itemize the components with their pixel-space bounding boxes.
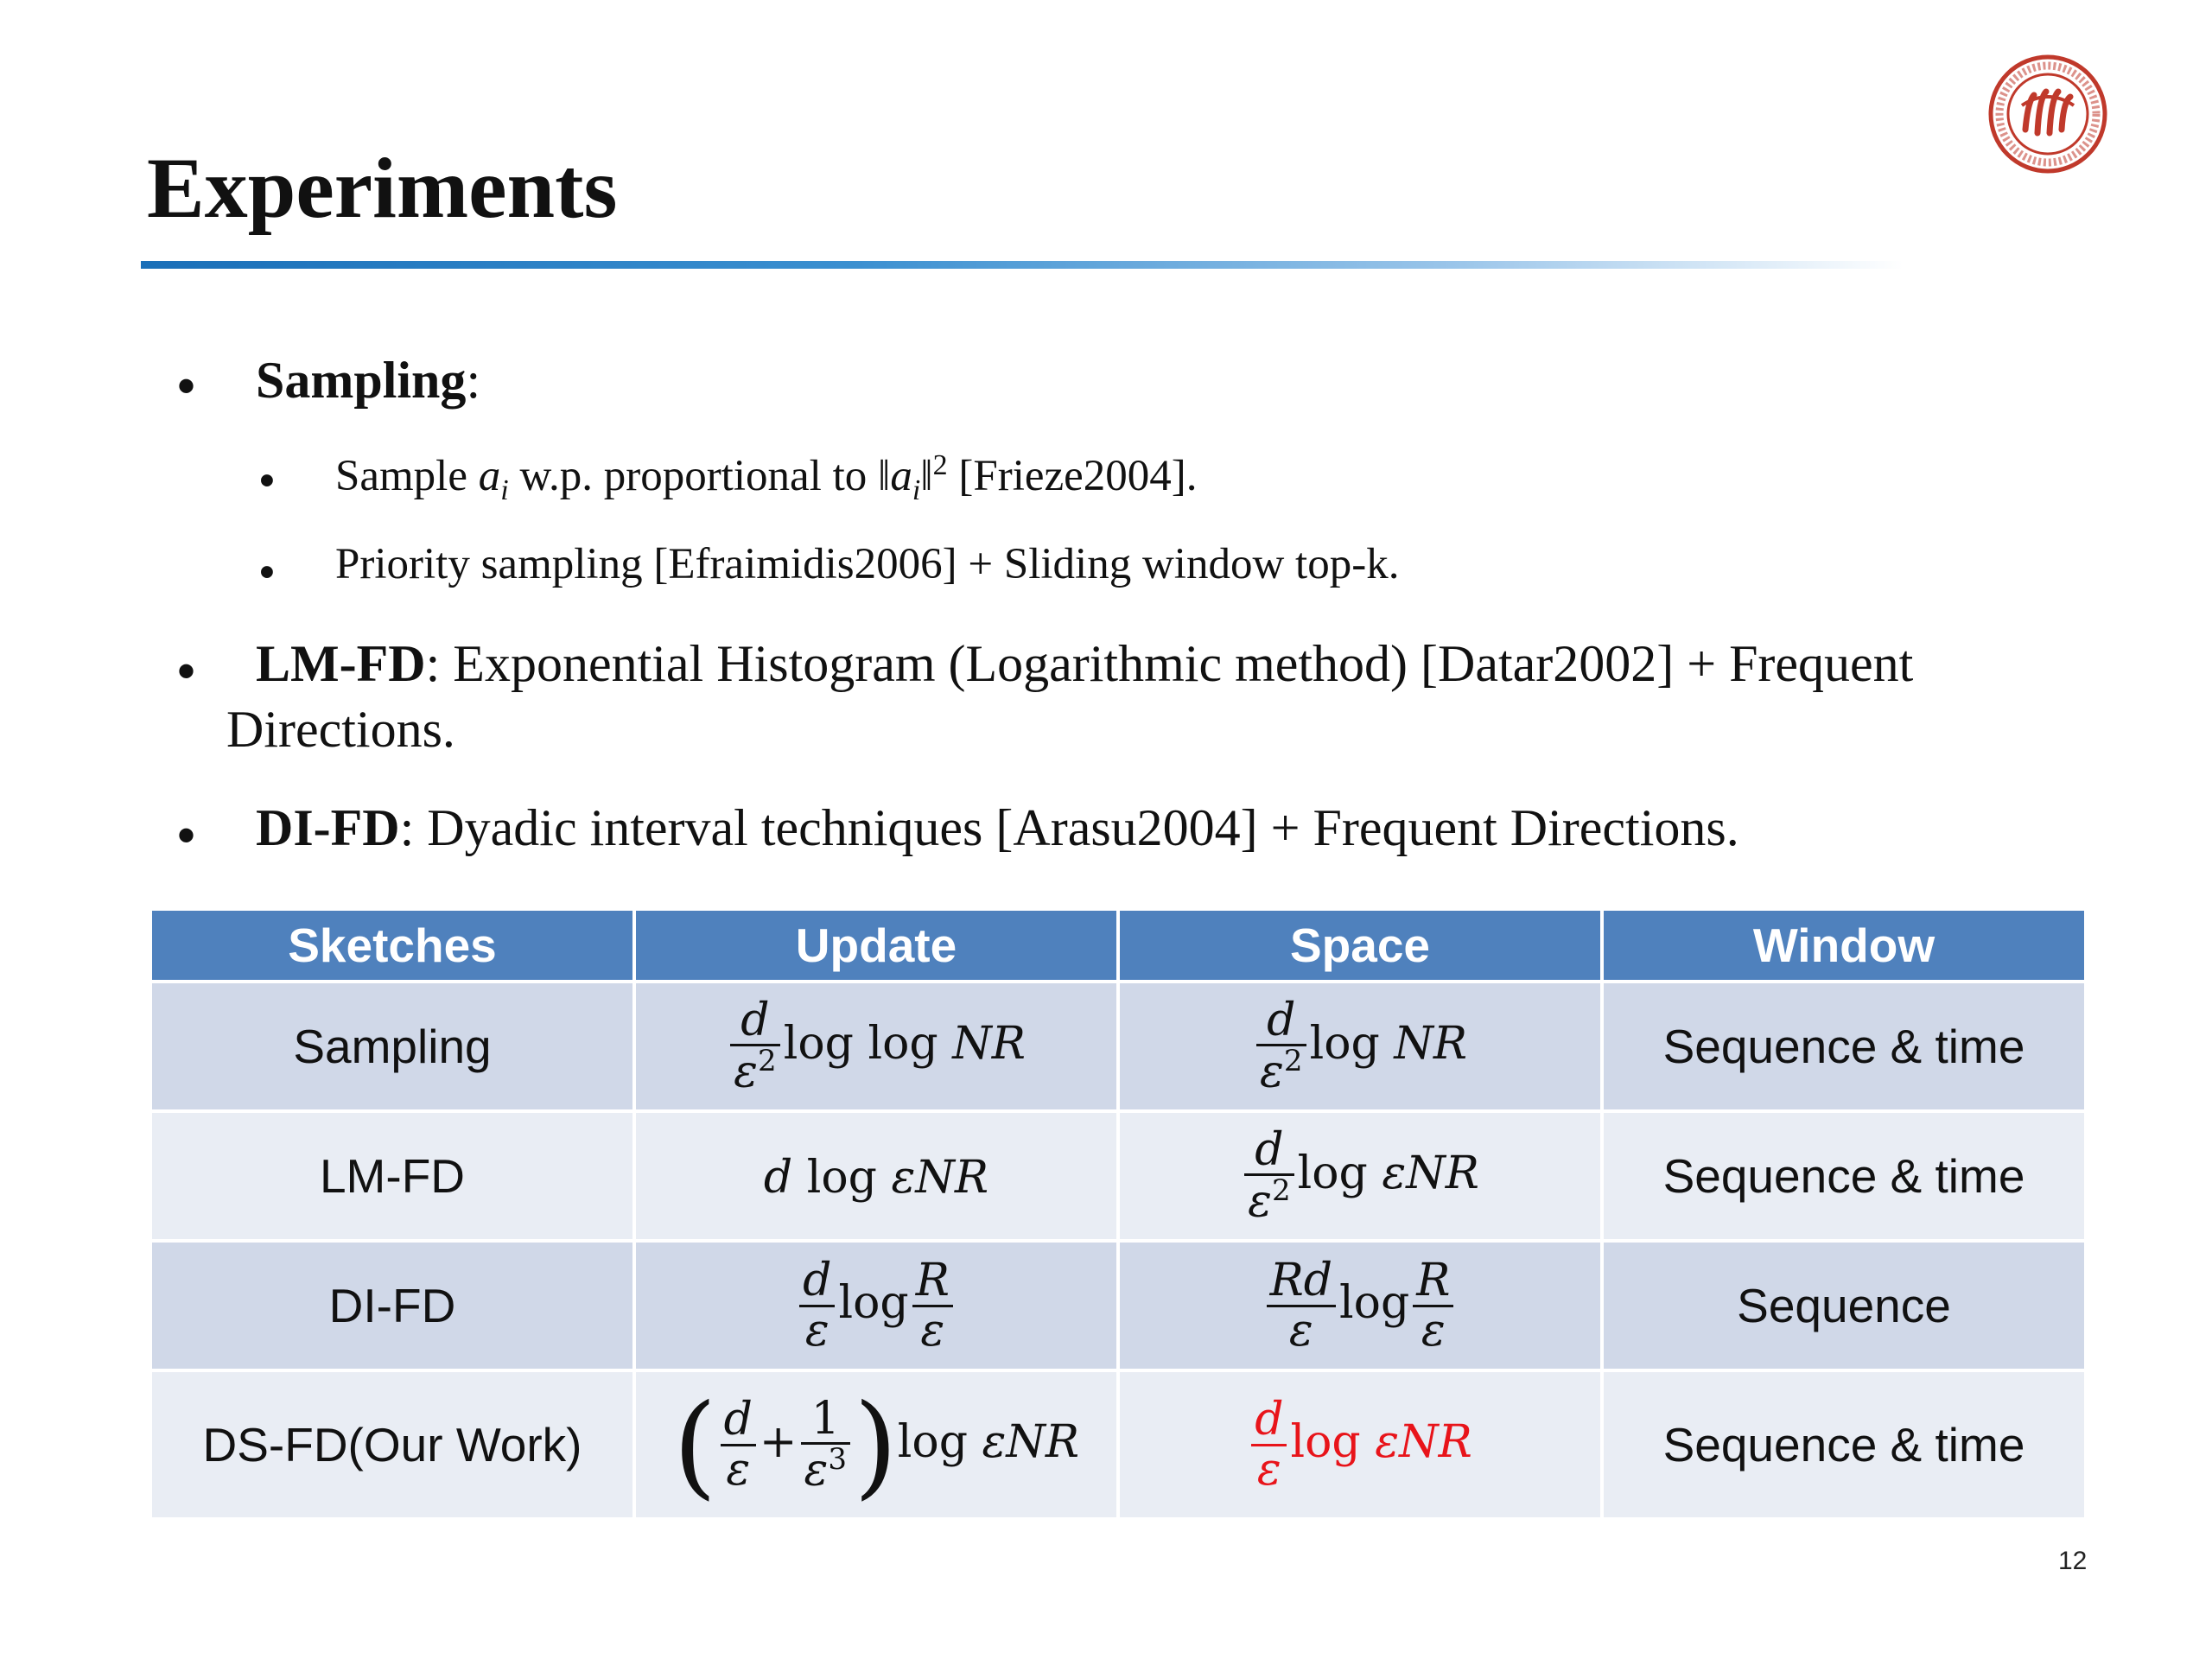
- right-paren: ): [854, 1379, 898, 1510]
- frac-num: R: [1413, 1257, 1453, 1307]
- frac-den: [801, 1442, 851, 1497]
- math-norm: ‖: [920, 452, 933, 500]
- math-var: NR: [1394, 1017, 1467, 1070]
- frac-den: ε: [920, 1304, 945, 1357]
- formula-highlight: [1248, 1393, 1472, 1496]
- bullet-dot: •: [259, 455, 275, 505]
- log-text: log: [838, 1276, 909, 1329]
- frac-num: 1: [801, 1395, 851, 1446]
- bullet-lmfd-line2: Directions.: [226, 701, 455, 758]
- frac-num: d: [1256, 997, 1306, 1047]
- frac-num: d: [1244, 1127, 1294, 1177]
- bullet-difd-head: DI-FD: [256, 799, 400, 856]
- math-var: a: [890, 452, 912, 500]
- frac-den: ε: [1256, 1443, 1281, 1496]
- math-norm: ‖: [878, 452, 891, 500]
- formula: [1253, 994, 1467, 1098]
- bullet-lmfd: [256, 635, 1914, 692]
- formula: [764, 1152, 988, 1204]
- left-paren: (: [672, 1379, 717, 1510]
- bullet-sampling-head: Sampling: [256, 352, 467, 409]
- math-var: a: [478, 452, 501, 500]
- frac-den: ε: [1421, 1304, 1446, 1357]
- header-window: Window: [1604, 911, 2084, 980]
- frac-num: d: [730, 997, 780, 1047]
- formula: [727, 994, 1026, 1098]
- log-text: log log: [783, 1017, 953, 1070]
- den-sup: 2: [1271, 1173, 1291, 1209]
- log-text: log: [1290, 1415, 1376, 1468]
- cell-sketch: Sampling: [152, 983, 632, 1109]
- formula: [1241, 1123, 1479, 1228]
- den-sup: 3: [828, 1442, 848, 1478]
- cell-space: [1120, 983, 1600, 1109]
- text-segment: w.p. proportional to: [508, 452, 878, 500]
- formula: [672, 1379, 1080, 1510]
- bullet-lmfd-line1: : Exponential Histogram (Logarithmic method) [Datar2002] + Frequent: [425, 635, 1914, 692]
- formula: [1263, 1254, 1458, 1357]
- den-base: ε: [1260, 1046, 1284, 1098]
- plus-sign: +: [759, 1415, 798, 1468]
- math-var: εNR: [982, 1415, 1080, 1468]
- bullet-dot: •: [177, 357, 196, 415]
- cell-update: [636, 1243, 1116, 1369]
- bullet-dot: •: [177, 642, 196, 700]
- table-row: [152, 1113, 2084, 1239]
- frac-num: d: [799, 1257, 835, 1307]
- slide-title: Experiments: [147, 140, 618, 236]
- frac-num: d: [1251, 1396, 1287, 1446]
- table-row: [152, 1372, 2084, 1517]
- cell-space: [1120, 1243, 1600, 1369]
- den-base: ε: [804, 1444, 829, 1497]
- bullet-dot: •: [259, 547, 275, 596]
- frac-den: [1256, 1046, 1306, 1096]
- frac-num: d: [721, 1396, 756, 1446]
- table-row: [152, 983, 2084, 1109]
- bullet-sampling: [256, 352, 481, 409]
- cell-window: Sequence & time: [1604, 983, 2084, 1109]
- text-segment: [Frieze2004].: [947, 452, 1198, 500]
- math-var: εNR: [891, 1152, 989, 1204]
- table-header-row: [152, 911, 2084, 980]
- frac-num: R: [912, 1257, 953, 1307]
- math-sub: i: [912, 474, 921, 507]
- bullet-lmfd-head: LM-FD: [256, 635, 426, 692]
- title-underline: [141, 261, 1904, 269]
- frac-num: Rd: [1267, 1257, 1336, 1307]
- log-text: log: [897, 1415, 982, 1468]
- frac-den: ε: [804, 1304, 830, 1357]
- cell-space: [1120, 1113, 1600, 1239]
- frac-den: [1244, 1173, 1294, 1228]
- cell-window: Sequence & time: [1604, 1372, 2084, 1517]
- cell-sketch: LM-FD: [152, 1113, 632, 1239]
- frac-den: ε: [1288, 1304, 1313, 1357]
- frac-den: ε: [726, 1443, 751, 1496]
- page-number: 12: [2058, 1547, 2088, 1575]
- bullet-difd-text: : Dyadic interval techniques [Arasu2004] + Frequent Directions.: [399, 799, 1739, 856]
- log-text: log: [792, 1152, 892, 1204]
- frac-den: [730, 1046, 780, 1096]
- cell-space: [1120, 1372, 1600, 1517]
- den-sup: 2: [758, 1044, 777, 1079]
- formula: [796, 1254, 957, 1357]
- complexity-table: [149, 907, 2088, 1521]
- sub-bullet-priority: Priority sampling [Efraimidis2006] + Sliding window top-k.: [335, 540, 1400, 588]
- den-base: ε: [734, 1046, 759, 1098]
- log-text: log: [1339, 1276, 1410, 1329]
- cell-update: [636, 1113, 1116, 1239]
- bullet-dot: •: [177, 806, 196, 864]
- cell-window: Sequence & time: [1604, 1113, 2084, 1239]
- cell-update: [636, 983, 1116, 1109]
- bullet-difd: [256, 799, 1739, 856]
- cell-update: [636, 1372, 1116, 1517]
- university-seal-icon: [1987, 54, 2108, 175]
- cell-sketch: DS-FD(Our Work): [152, 1372, 632, 1517]
- header-update: Update: [636, 911, 1116, 980]
- math-var: εNR: [1382, 1147, 1479, 1199]
- header-space: Space: [1120, 911, 1600, 980]
- sub-bullet-sample: [335, 451, 1198, 505]
- header-sketches: Sketches: [152, 911, 632, 980]
- cell-sketch: DI-FD: [152, 1243, 632, 1369]
- table-row: [152, 1243, 2084, 1369]
- math-sub: i: [500, 474, 509, 507]
- den-base: ε: [1248, 1175, 1272, 1228]
- den-sup: 2: [1283, 1044, 1303, 1079]
- math-var: d: [763, 1152, 793, 1204]
- text-segment: Sample: [335, 452, 479, 500]
- log-text: log: [1309, 1017, 1395, 1070]
- math-var: NR: [952, 1017, 1026, 1070]
- cell-window: Sequence: [1604, 1243, 2084, 1369]
- log-text: log: [1297, 1147, 1382, 1199]
- math-sup: 2: [932, 449, 948, 481]
- math-var: εNR: [1375, 1415, 1472, 1468]
- bullet-sampling-tail: :: [466, 352, 481, 409]
